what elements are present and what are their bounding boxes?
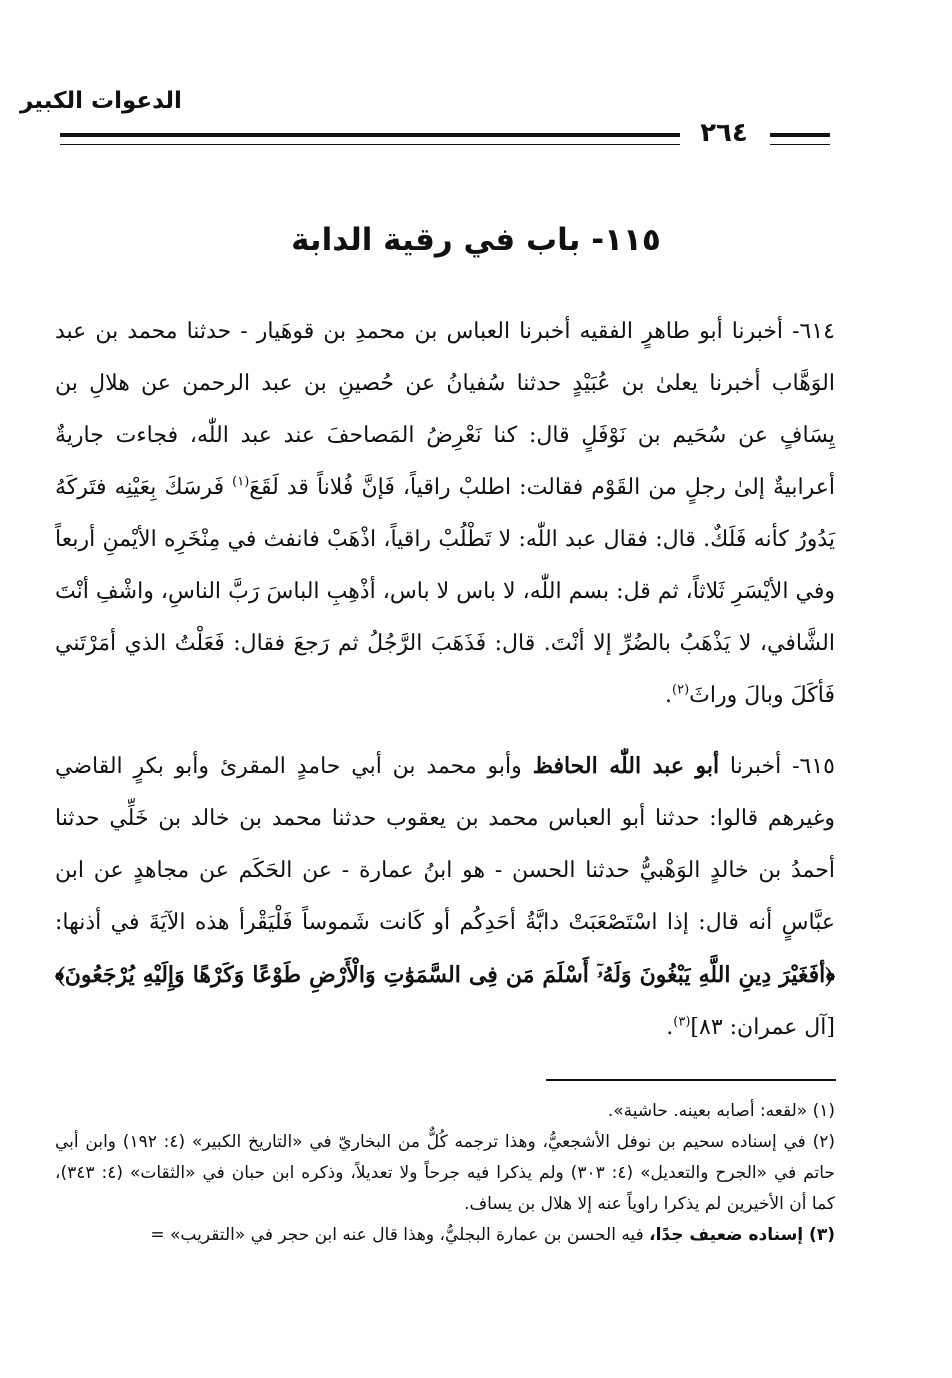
header-double-rule-right [770,133,830,145]
hadith-615-text-b: وأبو محمد بن أبي حامدٍ المقرئ وأبو بكرٍ القاضي وغيرهم قالوا: حدثنا أبو العباس محمد بن يعقوب حدثنا محمد بن خالد بن خَلِّي حدثنا أحمدُ بن خالدٍ الوَهْبيُّ حدثنا الحسن - هو ابنُ عمارة - عن الحَكَم عن مجاهدٍ عن ابن عبَّاسٍ أنه قال: إذا اسْتَصْعَبَتْ دابَّةُ أحَدِكُم أو كَانت شَموساً فَلْيَقْرأ هذه الآيَةَ في أذنها: [55,754,835,935]
footnote-3-rest: فيه الحسن بن عمارة البجليُّ، وهذا قال عنه ابن حجر في «التقريب» = [150,1225,650,1245]
running-header-title: الدعوات الكبير [20,88,182,114]
hadith-614-paragraph [55,306,835,722]
hadith-615-text-a: ٦١٥- أخبرنا [719,754,835,779]
hadith-615-text-d: . [666,1015,674,1040]
hadith-615-paragraph [55,740,835,1054]
footnote-separator [546,1079,836,1081]
footnote-2: (٢) في إسناده سحيم بن نوفل الأشجعيُّ، وهذا ترجمه كُلٌّ من البخاريّ في «التاريخ الكبير» (٤: ١٩٢) وابن أبي حاتم في «الجرح والتعديل» (٤: ٣٠٣) ولم يذكرا فيه جرحاً ولا تعديلاً، وذكره ابن حبان في «الثقات» (٤: ٣٤٣)، كما أن الأخيرين لم يذكرا راوياً عنه إلا هلال بن يساف. [55,1132,835,1214]
header-double-rule-left [60,133,680,145]
quran-verse: ﴿أفَغَيْرَ دِينِ اللَّهِ يَبْغُونَ وَلَهُۥٓ أَسْلَمَ مَن فِى السَّمَوَٰتِ وَالْأَرْضِ طَوْعًا وَكَرْهًا وَإِلَيْهِ يُرْجَعُونَ﴾ [55,962,835,988]
footnote-ref-3: (٣) [673,1014,691,1030]
hadith-615-text-c: [آل عمران: ٨٣] [690,1015,835,1040]
footnote-ref-1: (١) [232,474,250,490]
footnote-3 [55,1220,835,1251]
chapter-title: ١١٥- باب في رقية الدابة [291,222,661,258]
footnote-ref-2: (٢) [672,682,690,698]
hadith-614-text-c: . [665,683,672,708]
footnote-3-lead: (٣) إسناده ضعيف جدًا، [649,1225,835,1245]
footnote-1: (١) «لقعه: أصابه بعينه. حاشية». [607,1101,835,1121]
footnotes [55,1096,835,1251]
hadith-614-text-b: فَرسَكَ بِعَيْنِه فتَركَهُ يَدُورُ كأنه فَلَكٌ. قال: فقال عبد اللّٰه: لا تَطْلُبْ راقياً، اذْهَبْ فانفث في مِنْخَرِه الأيْمنِ أربعاً وفي الأيْسَرِ ثَلاثاً، ثم قل: بسم اللّٰه، لا باس لا باس، أذْهِبِ الباسَ رَبَّ الناسِ، واشْفِ أنْتَ الشَّافي، لا يَذْهَبُ بالضُرِّ إلا أنْتَ. قال: فَذَهَبَ الرَّجُلُ ثم رَجعَ فقال: فَعَلْتُ الذي أمَرْتَني فَأكَلَ وبالَ وراثَ [55,475,835,708]
page-number: ٢٦٤ [700,118,748,148]
hadith-614-text-a: ٦١٤- أخبرنا أبو طاهرٍ الفقيه أخبرنا العباس بن محمدِ بن قوهَيار - حدثنا محمد بن عبد الوَهَّاب أخبرنا يعلىٰ بن عُبَيْدٍ حدثنا سُفيانُ عن حُصينِ بن عبد الرحمن عن هلالِ بن يِسَافٍ عن سُحَيم بن نَوْفَلٍ قال: كنا نَعْرِضُ المَصاحفَ عند عبد اللّٰه، فجاءت جاريةٌ أعرابيةٌ إلىٰ رجلٍ من القَوْم فقالت: اطلبْ راقياً، فَإنَّ فُلاناً قد لَقَعَ [55,319,835,500]
hadith-615-narrator: أبو عبد اللّٰه الحافظ [532,753,720,779]
